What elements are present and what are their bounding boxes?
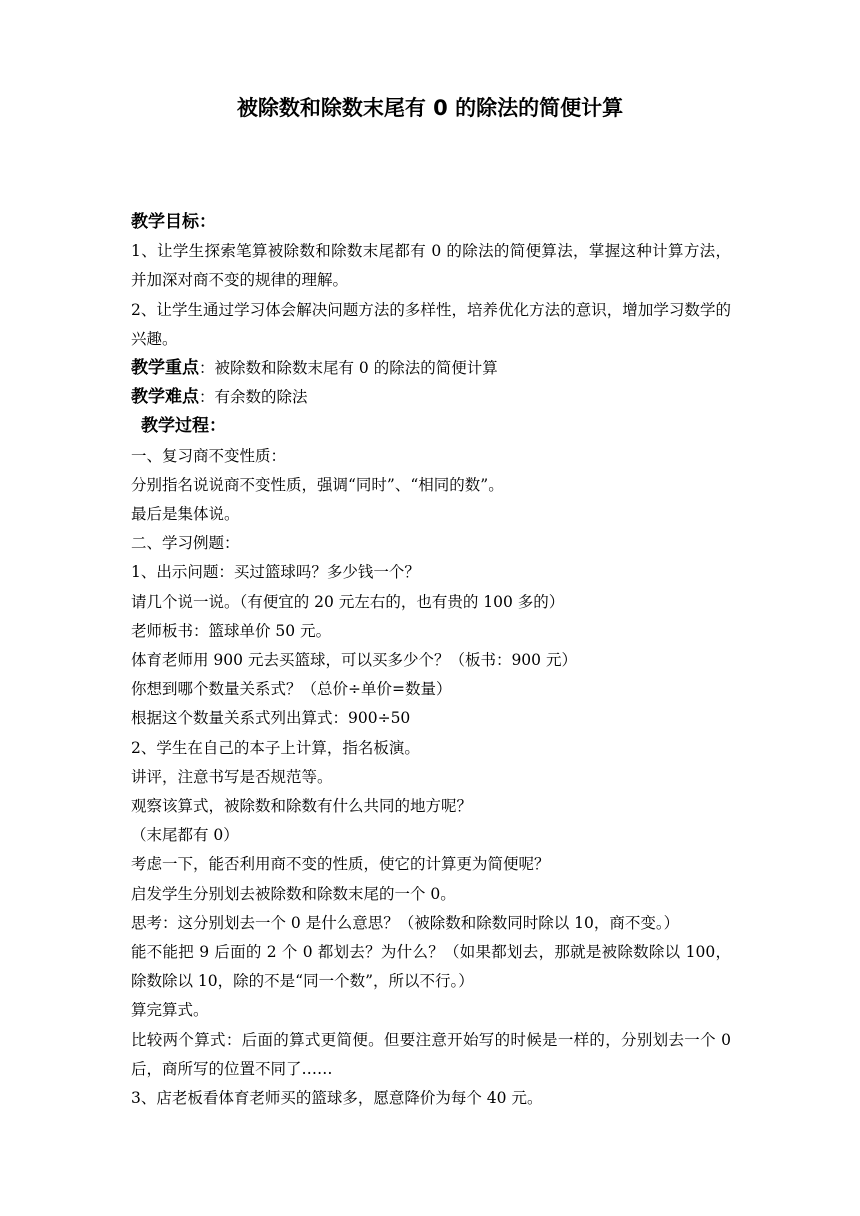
difficulty-label: 教学难点 xyxy=(131,387,199,408)
process-heading: 教学过程： xyxy=(141,416,226,437)
process-line: 算完算式。 xyxy=(131,1001,209,1020)
difficulty-text: ：有余数的除法 xyxy=(199,388,308,407)
goal-1: 1、让学生探索笔算被除数和除数末尾都有 0 的除法的简便算法，掌握这种计算方法，并加深对商不变的规律的理解。 xyxy=(131,242,731,290)
process-line: 根据这个数量关系式列出算式：900÷50 xyxy=(131,709,411,728)
difficulty xyxy=(131,383,731,412)
process-line: 比较两个算式：后面的算式更简便。但要注意开始写的时候是一样的，分别划去一个 0 后，商所写的位置不同了…… xyxy=(131,1030,731,1078)
process-line: 3、店老板看体育老师买的篮球多，愿意降价为每个 40 元。 xyxy=(131,1089,543,1108)
process-line: 你想到哪个数量关系式？（总价÷单价=数量） xyxy=(131,680,452,699)
process-line: 考虑一下，能否利用商不变的性质，使它的计算更为简便呢？ xyxy=(131,855,550,874)
key-point-label: 教学重点 xyxy=(131,358,199,379)
key-point-text: ：被除数和除数末尾有 0 的除法的简便计算 xyxy=(199,359,498,378)
process-line: 二、学习例题： xyxy=(131,534,240,553)
goal-2: 2、让学生通过学习体会解决问题方法的多样性，培养优化方法的意识，增加学习数学的兴趣。 xyxy=(131,300,731,348)
process-line: 1、出示问题：买过篮球吗？多少钱一个？ xyxy=(131,563,420,582)
process-line: 最后是集体说。 xyxy=(131,505,240,524)
process-line: 讲评，注意书写是否规范等。 xyxy=(131,767,333,786)
process-line: 一、复习商不变性质： xyxy=(131,446,287,465)
process-line: 2、学生在自己的本子上计算，指名板演。 xyxy=(131,738,420,757)
process-line: 分别指名说说商不变性质，强调“同时”、“相同的数”。 xyxy=(131,475,504,494)
process-line: （末尾都有 0） xyxy=(131,826,239,845)
goals-heading: 教学目标： xyxy=(131,212,216,232)
process-line: 观察该算式，被除数和除数有什么共同的地方呢？ xyxy=(131,797,473,816)
process-line: 思考：这分别划去一个 0 是什么意思？（被除数和除数同时除以 10，商不变。） xyxy=(131,913,680,932)
process-line: 启发学生分别划去被除数和除数末尾的一个 0。 xyxy=(131,884,456,903)
process-line: 能不能把 9 后面的 2 个 0 都划去？为什么？（如果都划去，那就是被除数除以 100，除数除以 10，除的不是“同一个数”，所以不行。） xyxy=(131,943,731,991)
document-title: 被除数和除数末尾有 0 的除法的简便计算 xyxy=(236,96,624,120)
process-line: 请几个说一说。（有便宜的 20 元左右的，也有贵的 100 多的） xyxy=(131,592,565,611)
process-line: 老师板书：篮球单价 50 元。 xyxy=(131,621,332,640)
key-point xyxy=(131,354,731,383)
process-line: 体育老师用 900 元去买篮球，可以买多少个？（板书：900 元） xyxy=(131,651,577,670)
document-body xyxy=(131,208,731,1113)
